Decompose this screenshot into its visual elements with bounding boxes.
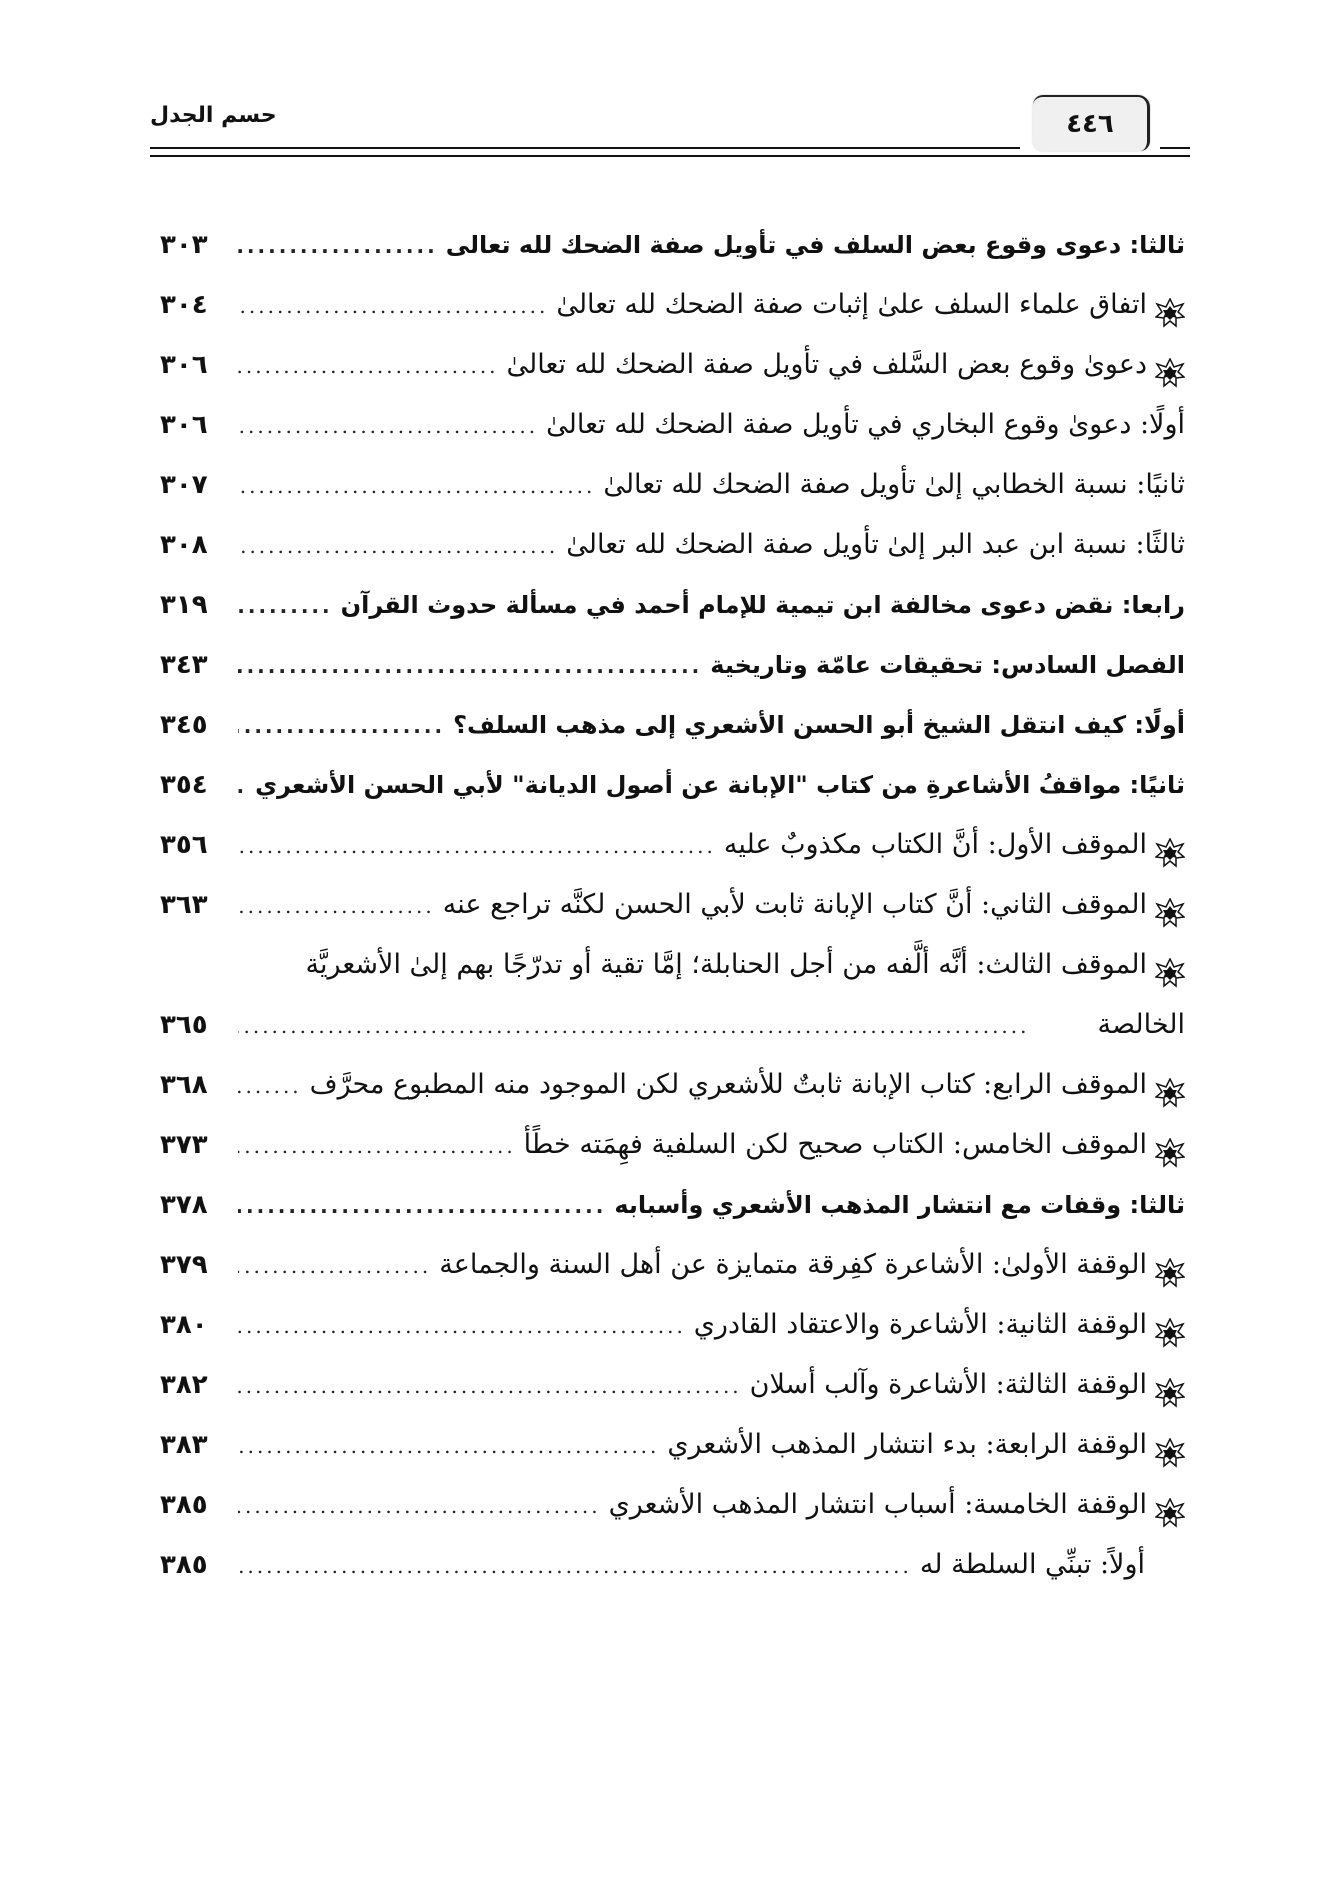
toc-entry[interactable]	[160, 575, 1185, 635]
toc-entry-title: ثانيًا: مواقفُ الأشاعرةِ من كتاب "الإبانة عن أصول الديانة" لأبي الحسن الأشعري	[255, 771, 1185, 799]
toc-page-number: ٣٠٦	[160, 350, 208, 380]
toc-entry-title: اتفاق علماء السلف علىٰ إثبات صفة الضحك لله تعالىٰ	[556, 289, 1147, 320]
toc-page-number: ٣٦٨	[160, 1070, 208, 1100]
toc-entry-title: ثالثًا: نسبة ابن عبد البر إلىٰ تأويل صفة الضحك لله تعالىٰ	[566, 529, 1185, 560]
toc-entry-title: الموقف الخامس: الكتاب صحيح لكن السلفية فهِمَته خطًأ	[523, 1129, 1147, 1160]
toc-leader-dots	[238, 756, 247, 815]
toc-entry[interactable]	[160, 875, 1185, 935]
toc-leader-dots	[238, 576, 333, 635]
toc-leader-dots	[238, 396, 538, 455]
toc-entry[interactable]	[160, 935, 1185, 995]
toc-entry[interactable]	[160, 1235, 1185, 1295]
star-bullet-icon	[1155, 950, 1185, 980]
star-bullet-icon	[1155, 1430, 1185, 1460]
toc-entry[interactable]	[160, 275, 1185, 335]
page-header	[150, 95, 1190, 160]
toc-entry[interactable]	[160, 395, 1185, 455]
toc-entry[interactable]	[160, 1535, 1185, 1595]
toc-page-number: ٣٨٠	[160, 1310, 208, 1340]
toc-leader-dots	[238, 816, 716, 875]
toc-page-number: ٣٨٥	[160, 1490, 208, 1520]
toc-entry[interactable]	[160, 1415, 1185, 1475]
toc-entry-title-continuation: الخالصة	[1097, 1009, 1185, 1040]
toc-entry-title: رابعا: نقض دعوى مخالفة ابن تيمية للإمام أحمد في مسألة حدوث القرآن	[340, 591, 1185, 619]
toc-page-number: ٣٤٥	[160, 710, 208, 740]
table-of-contents	[160, 215, 1185, 1595]
toc-leader-dots	[238, 996, 1030, 1056]
toc-entry[interactable]	[160, 1475, 1185, 1535]
toc-entry-title: أولًا: كيف انتقل الشيخ أبو الحسن الأشعري إلى مذهب السلف؟	[453, 711, 1185, 739]
toc-leader-dots	[238, 1056, 302, 1115]
page-number: ٤٤٦	[1066, 109, 1114, 139]
toc-page-number: ٣٧٣	[160, 1130, 208, 1160]
header-rule-top-right	[1160, 147, 1190, 149]
toc-page-number: ٣٠٦	[160, 410, 208, 440]
toc-entry-title: الوقفة الأولىٰ: الأشاعرة كفِرقة متمايزة عن أهل السنة والجماعة	[439, 1249, 1147, 1280]
toc-entry[interactable]	[160, 1055, 1185, 1115]
toc-page-number: ٣٦٣	[160, 890, 208, 920]
toc-page-number: ٣٠٨	[160, 530, 208, 560]
toc-leader-dots	[238, 876, 435, 935]
toc-entry-title: الوقفة الرابعة: بدء انتشار المذهب الأشعري	[667, 1429, 1147, 1460]
toc-leader-dots	[238, 1116, 516, 1175]
star-bullet-icon	[1155, 1370, 1185, 1400]
toc-leader-dots	[238, 1476, 601, 1535]
toc-page-number: ٣٨٥	[160, 1550, 208, 1580]
toc-entry-title: الموقف الأول: أنَّ الكتاب مكذوبٌ عليه	[723, 829, 1147, 860]
star-bullet-icon	[1155, 890, 1185, 920]
toc-leader-dots	[238, 1416, 659, 1475]
toc-page-number: ٣٧٨	[160, 1190, 208, 1220]
toc-entry-title: أولًا: دعوىٰ وقوع البخاري في تأويل صفة الضحك لله تعالىٰ	[546, 409, 1185, 440]
toc-entry-title: الموقف الثالث: أنَّه ألَّفه من أجل الحنابلة؛ إمَّا تقية أو تدرّجًا بهم إلىٰ الأشعريَّة	[305, 949, 1147, 980]
toc-leader-dots	[238, 696, 445, 755]
toc-leader-dots	[238, 516, 558, 575]
toc-leader-dots	[238, 1296, 686, 1355]
toc-page-number: ٣٨٣	[160, 1430, 208, 1460]
toc-entry[interactable]	[160, 1115, 1185, 1175]
toc-page-number: ٣٠٣	[160, 230, 208, 260]
star-bullet-icon	[1155, 1130, 1185, 1160]
toc-entry-continuation[interactable]	[160, 995, 1185, 1055]
toc-page-number: ٣٥٦	[160, 830, 208, 860]
star-bullet-icon	[1155, 1070, 1185, 1100]
toc-page-number: ٣٠٧	[160, 470, 208, 500]
toc-leader-dots	[238, 1536, 912, 1595]
toc-page-number: ٣٦٥	[160, 1010, 208, 1040]
star-bullet-icon	[1155, 830, 1185, 860]
toc-entry[interactable]	[160, 815, 1185, 875]
toc-leader-dots	[238, 216, 438, 275]
toc-entry-title: الوقفة الثانية: الأشاعرة والاعتقاد القادري	[693, 1309, 1147, 1340]
toc-entry[interactable]	[160, 1355, 1185, 1415]
page-number-tab	[1033, 95, 1150, 151]
toc-entry-title: دعوىٰ وقوع بعض السَّلف في تأويل صفة الضحك لله تعالىٰ	[506, 349, 1147, 380]
star-bullet-icon	[1155, 1250, 1185, 1280]
header-rule-top	[150, 147, 1020, 149]
toc-entry-title: ثانيًا: نسبة الخطابي إلىٰ تأويل صفة الضحك لله تعالىٰ	[603, 469, 1185, 500]
toc-page-number: ٣٥٤	[160, 770, 208, 800]
toc-entry-title: الفصل السادس: تحقيقات عامّة وتاريخية	[710, 651, 1185, 679]
toc-entry-title: الموقف الرابع: كتاب الإبانة ثابتٌ للأشعري لكن الموجود منه المطبوع محرَّف	[309, 1069, 1147, 1100]
header-rule-bottom	[150, 155, 1190, 157]
toc-entry[interactable]	[160, 695, 1185, 755]
toc-entry[interactable]	[160, 755, 1185, 815]
toc-leader-dots	[238, 1236, 431, 1295]
toc-entry-title: ثالثا: دعوى وقوع بعض السلف في تأويل صفة الضحك لله تعالى	[445, 231, 1185, 259]
star-bullet-icon	[1155, 350, 1185, 380]
toc-entry-title: ثالثا: وقفات مع انتشار المذهب الأشعري وأسبابه	[614, 1191, 1185, 1219]
toc-entry-title: أولاً: تبنِّي السلطة له	[919, 1549, 1145, 1580]
toc-leader-dots	[238, 456, 595, 515]
toc-entry[interactable]	[160, 515, 1185, 575]
toc-leader-dots	[238, 1176, 606, 1235]
toc-entry[interactable]	[160, 1175, 1185, 1235]
toc-page-number: ٣١٩	[160, 590, 208, 620]
toc-entry[interactable]	[160, 455, 1185, 515]
toc-leader-dots	[238, 276, 548, 335]
toc-entry[interactable]	[160, 635, 1185, 695]
toc-page-number: ٣٠٤	[160, 290, 208, 320]
star-bullet-icon	[1155, 1310, 1185, 1340]
toc-leader-dots	[238, 1356, 742, 1415]
toc-entry-title: الوقفة الخامسة: أسباب انتشار المذهب الأشعري	[608, 1489, 1147, 1520]
star-bullet-icon	[1155, 1490, 1185, 1520]
toc-entry-title: الوقفة الثالثة: الأشاعرة وآلب أسلان	[749, 1369, 1147, 1400]
toc-page-number: ٣٤٣	[160, 650, 208, 680]
toc-entry-title: الموقف الثاني: أنَّ كتاب الإبانة ثابت لأبي الحسن لكنَّه تراجع عنه	[442, 889, 1147, 920]
toc-entry[interactable]	[160, 335, 1185, 395]
toc-entry[interactable]	[160, 1295, 1185, 1355]
toc-entry[interactable]	[160, 215, 1185, 275]
toc-leader-dots	[238, 336, 499, 395]
toc-page-number: ٣٨٢	[160, 1370, 208, 1400]
book-title: حسم الجدل	[150, 103, 277, 128]
toc-page-number: ٣٧٩	[160, 1250, 208, 1280]
toc-leader-dots	[238, 636, 702, 695]
star-bullet-icon	[1155, 290, 1185, 320]
